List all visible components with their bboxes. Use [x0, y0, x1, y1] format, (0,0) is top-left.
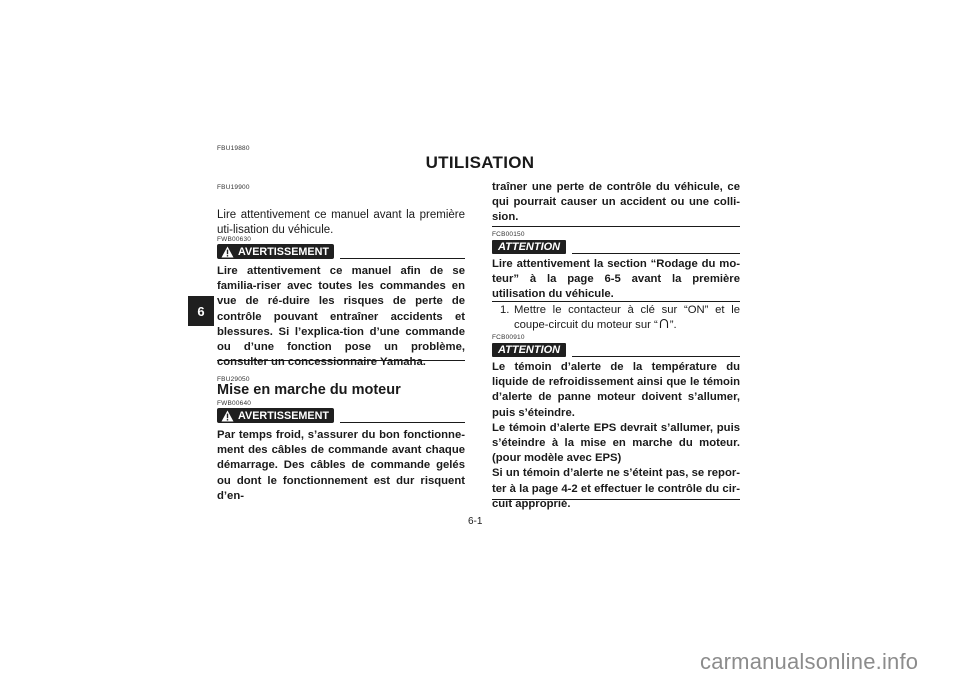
step-1-text: Mettre le contacteur à clé sur “ON” et le coupe-circuit du moteur sur “	[514, 304, 740, 331]
page-number: 6-1	[468, 516, 483, 527]
warning2-header-line	[340, 422, 465, 423]
chapter-tab-number: 6	[197, 303, 205, 319]
page-title: UTILISATION	[425, 153, 535, 172]
step-1	[492, 303, 740, 333]
warning1-label: AVERTISSEMENT	[238, 245, 329, 258]
section-code: FBU29050	[217, 376, 250, 383]
warning2-header	[217, 407, 465, 423]
attention1-header	[492, 239, 740, 254]
warning-triangle-icon	[221, 410, 234, 422]
title-code: FBU19880	[217, 145, 250, 152]
attention2-header-line	[572, 356, 740, 357]
step-1-text-end: ”.	[669, 319, 677, 331]
attention2-code: FCB00910	[492, 334, 525, 341]
attention1-text: Lire attentivement la section “Rodage du mo-teur” à la page 6-5 avant la première utilisation du véhicule.	[492, 258, 740, 301]
engine-run-symbol-icon	[658, 318, 670, 329]
attention1-badge: ATTENTION	[492, 240, 566, 254]
attention2-badge: ATTENTION	[492, 343, 566, 357]
warning2-text-right: traîner une perte de contrôle du véhicule, ce qui pourrait causer un accident ou une colli-sion.	[492, 181, 740, 224]
section-heading: Mise en marche du moteur	[217, 382, 401, 398]
attention1-end-rule	[492, 301, 740, 302]
warning1-text: Lire attentivement ce manuel afin de se familia-riser avec toutes les commandes en vue de ré-duire les risques de perte de contrôle pouvant entraîner accidents et blessures. Si l’explica-tion d’une commande ou d’une fonction pose un problème, consulter un concessionnaire Yamaha.	[217, 265, 465, 369]
intro-paragraph: Lire attentivement ce manuel avant la première uti-lisation du véhicule.	[217, 209, 465, 236]
warning2-end-rule	[492, 226, 740, 227]
warning2-badge	[217, 408, 334, 423]
warning1-badge	[217, 244, 334, 259]
attention2-text: Le témoin d’alerte de la température du liquide de refroidissement ainsi que le témoin d’alerte de panne moteur doivent s’allumer, puis s’éteindre. Le témoin d’alerte EPS devrait s’allumer, puis s’éteindre à la mise en marche du moteur. (pour modèle avec EPS) Si un témoin d’alerte ne s’éteint pas, se repor-ter à la page 4-2 et effectuer le contrôle du cir-cuit approprié.	[492, 361, 740, 510]
attention2-header	[492, 342, 740, 357]
warning1-header-line	[340, 258, 465, 259]
warning-triangle-icon	[221, 246, 234, 258]
intro-code: FBU19900	[217, 184, 250, 191]
warning2-text-left: Par temps froid, s’assurer du bon fonctionne-ment des câbles de commande avant chaque démarrage. Des câbles de commande gelés ou dont le fonctionnement est dur risquent d’en-	[217, 429, 465, 502]
step-1-number: 1.	[500, 304, 510, 316]
attention1-header-line	[572, 253, 740, 254]
warning2-code: FWB00640	[217, 400, 252, 407]
attention1-code: FCB00150	[492, 231, 525, 238]
chapter-tab	[188, 296, 214, 326]
watermark: carmanualsonline.info	[700, 649, 919, 674]
warning1-end-rule	[217, 360, 465, 361]
warning1-header	[217, 243, 465, 259]
warning2-label: AVERTISSEMENT	[238, 409, 329, 422]
attention2-end-rule	[492, 499, 740, 500]
warning1-code: FWB00630	[217, 236, 252, 243]
